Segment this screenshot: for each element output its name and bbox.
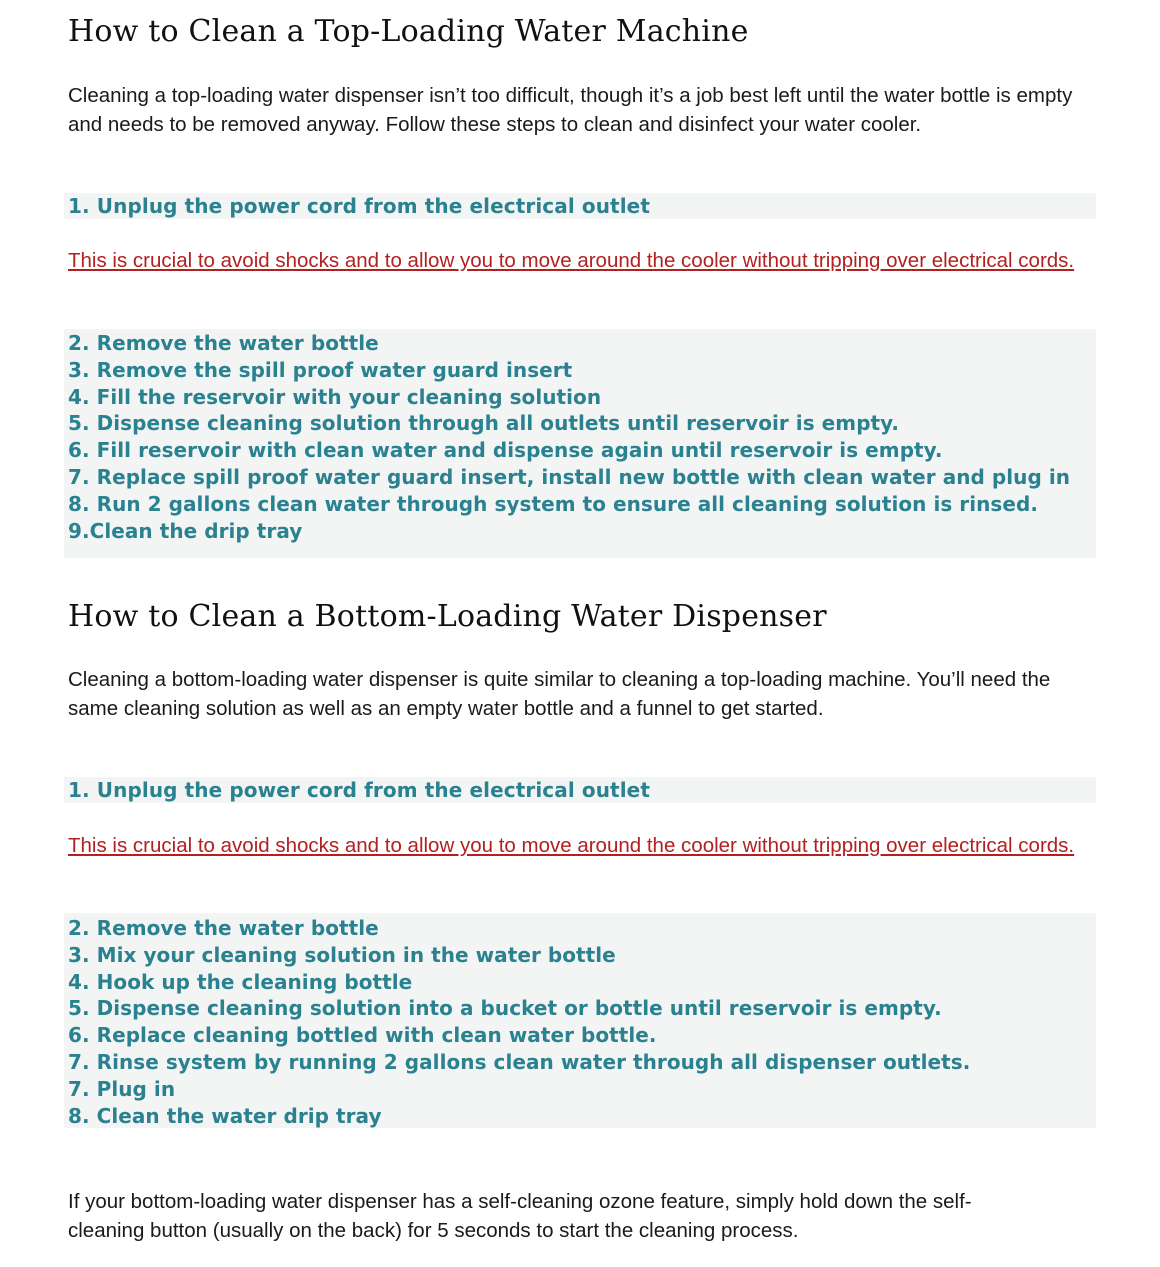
list-item: 2. Remove the water bottle — [68, 331, 379, 355]
list-item: 8. Run 2 gallons clean water through system to ensure all cleaning solution is rinsed. — [68, 491, 1039, 516]
list-item: 3. Mix your cleaning solution in the water bottle — [68, 942, 616, 967]
list-item: 7. Plug in — [68, 1076, 176, 1101]
section1-steps-list — [68, 330, 1070, 544]
section1-intro: Cleaning a top-loading water dispenser isn’t too difficult, though it’s a job best left until the water bottle is empty and needs to be removed anyway. Follow these steps to clean and disinfect your water cooler. — [68, 84, 1073, 136]
list-item: 9.Clean the drip tray — [68, 518, 303, 543]
list-item: 8. Clean the water drip tray — [68, 1103, 382, 1128]
section2-intro: Cleaning a bottom-loading water dispenser is quite similar to cleaning a top-loading machine. You’ll need the same cleaning solution as well as an empty water bottle and a funnel to get started. — [68, 668, 1051, 720]
section1-warning-link[interactable]: This is crucial to avoid shocks and to allow you to move around the cooler without tripping over electrical cords. — [68, 249, 1075, 272]
list-item: 5. Dispense cleaning solution into a bucket or bottle until reservoir is empty. — [68, 996, 942, 1021]
section2-warning-link[interactable]: This is crucial to avoid shocks and to allow you to move around the cooler without tripping over electrical cords. — [68, 834, 1075, 857]
section2-first-step: 1. Unplug the power cord from the electrical outlet — [68, 778, 650, 802]
list-item: 6. Fill reservoir with clean water and dispense again until reservoir is empty. — [68, 438, 943, 463]
section1-first-step: 1. Unplug the power cord from the electrical outlet — [68, 194, 650, 218]
list-item: 5. Dispense cleaning solution through all outlets until reservoir is empty. — [68, 411, 900, 436]
section2-title: How to Clean a Bottom-Loading Water Dispenser — [68, 599, 827, 634]
list-item: 6. Replace cleaning bottled with clean water bottle. — [68, 1023, 657, 1048]
list-item: 2. Remove the water bottle — [68, 916, 379, 940]
section1-title: How to Clean a Top-Loading Water Machine — [68, 14, 749, 49]
list-item: 7. Replace spill proof water guard insert, install new bottle with clean water and plug in — [68, 464, 1071, 489]
list-item: 7. Rinse system by running 2 gallons clean water through all dispenser outlets. — [68, 1049, 971, 1074]
list-item: 4. Fill the reservoir with your cleaning solution — [68, 384, 602, 409]
list-item: 3. Remove the spill proof water guard insert — [68, 357, 573, 382]
list-item: 4. Hook up the cleaning bottle — [68, 969, 413, 994]
ozone-feature-note: If your bottom-loading water dispenser has a self-cleaning ozone feature, simply hold down the self-cleaning button (usually on the back) for 5 seconds to start the cleaning process. — [68, 1190, 972, 1242]
section2-steps-list — [68, 915, 970, 1129]
